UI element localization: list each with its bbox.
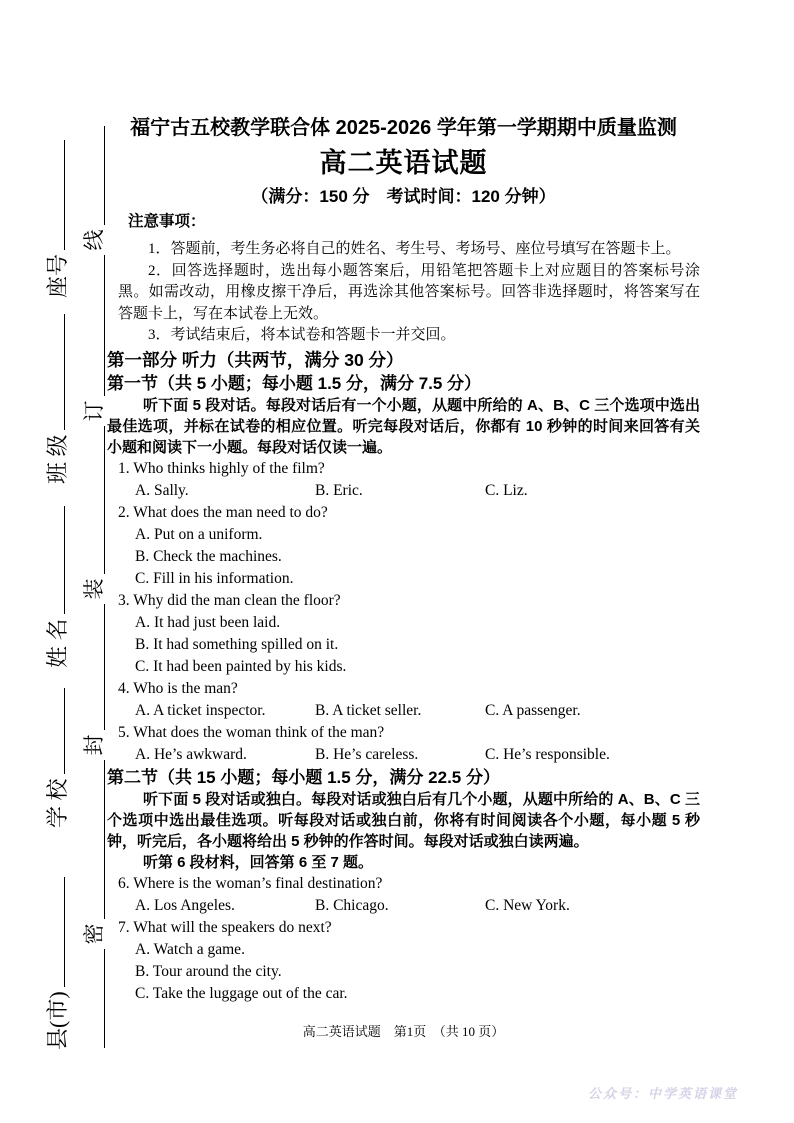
field-label: 县(市) — [45, 991, 70, 1050]
options-row — [107, 480, 700, 502]
fill-in-blank-line — [38, 140, 65, 250]
option-a: A. Watch a game. — [135, 940, 245, 958]
margin-field-county — [38, 860, 72, 1050]
margin-field-seat-number — [38, 126, 72, 298]
option-a: A. Sally. — [135, 481, 189, 499]
fill-in-blank-line — [38, 314, 65, 430]
options-stack — [107, 612, 700, 678]
question-5 — [107, 722, 700, 766]
paper-subject-title: 高二英语试题 — [319, 148, 488, 178]
field-label: 学 校 — [45, 778, 70, 828]
seal-char: 封 — [81, 730, 107, 760]
seal-char: 线 — [81, 225, 107, 255]
section2-heading: 第二节（共 15 小题；每小题 1.5 分，满分 22.5 分） — [107, 767, 500, 787]
question-3 — [107, 590, 700, 678]
option-a: A. A ticket inspector. — [135, 701, 266, 719]
question-text: 3. Why did the man clean the floor? — [118, 591, 341, 609]
option-a: A. It had just been laid. — [135, 613, 281, 631]
option-a: A. Put on a uniform. — [135, 525, 263, 543]
section2-instructions: 听下面 5 段对话或独白。每段对话或独白后有几个小题，从题中所给的 A、B、C 三个选项中选出最佳选项。听每段对话或独白前，你将有时间阅读各个小题，每小题 5 秒钟，听完后，各小题将给出 5 秒钟的作答时间。每段对话或独白读两遍。 — [107, 790, 700, 850]
option-c: C. Fill in his information. — [135, 569, 294, 587]
notice-heading: 注意事项： — [128, 213, 206, 230]
option-b: B. Eric. — [315, 481, 363, 499]
option-c: C. He’s responsible. — [485, 745, 610, 763]
options-row — [107, 744, 700, 766]
option-c: C. Liz. — [485, 481, 528, 499]
question-text: 4. Who is the man? — [118, 679, 238, 697]
option-c: C. It had been painted by his kids. — [135, 657, 347, 675]
fill-in-blank-line — [38, 877, 65, 987]
options-row — [107, 895, 700, 917]
question-4 — [107, 678, 700, 722]
question-1 — [107, 458, 700, 502]
exam-content — [107, 115, 700, 1005]
material6-heading: 听第 6 段材料，回答第 6 至 7 题。 — [143, 853, 374, 871]
question-7 — [107, 917, 700, 1005]
watermark-text: 公众号：中学英语课堂 — [588, 1086, 739, 1101]
section1-instructions: 听下面 5 段对话。每段对话后有一个小题，从题中所给的 A、B、C 三个选项中选出最佳选项，并标在试卷的相应位置。听完每段对话后，你都有 10 秒钟的时间来回答有关小题和阅读下一小题。每段对话仅读一遍。 — [107, 396, 700, 456]
option-c: C. Take the luggage out of the car. — [135, 984, 348, 1002]
section1-heading: 第一节（共 5 小题；每小题 1.5 分，满分 7.5 分） — [107, 373, 482, 393]
margin-field-school — [38, 670, 72, 828]
option-b: B. A ticket seller. — [315, 701, 422, 719]
option-b: B. It had something spilled on it. — [135, 635, 339, 653]
question-text: 2. What does the man need to do? — [118, 503, 328, 521]
notice-item-1: 1．答题前，考生务必将自己的姓名、考生号、考场号、座位号填写在答题卡上。 — [148, 241, 681, 257]
options-stack — [107, 524, 700, 590]
question-6 — [107, 873, 700, 917]
margin-field-class — [38, 300, 72, 484]
option-c: C. New York. — [485, 896, 570, 914]
fill-in-blank-line — [38, 688, 65, 774]
question-2 — [107, 502, 700, 590]
seal-char: 订 — [81, 396, 107, 426]
notice-item-2: 2．回答选择题时，选出每小题答案后，用铅笔把答题卡上对应题目的答案标号涂黑。如需改动，用橡皮擦干净后，再选涂其他答案标号。回答非选择题时，将答案写在答题卡上，写在本试卷上无效。 — [118, 262, 700, 322]
margin-field-name — [38, 490, 72, 668]
fill-in-blank-line — [38, 506, 65, 614]
option-a: A. He’s awkward. — [135, 745, 247, 763]
question-text: 6. Where is the woman’s final destination? — [118, 874, 383, 892]
options-row — [107, 700, 700, 722]
exam-title: 福宁古五校教学联合体 2025-2026 学年第一学期期中质量监测 — [130, 117, 677, 139]
option-b: B. Tour around the city. — [135, 962, 282, 980]
option-a: A. Los Angeles. — [135, 896, 235, 914]
page-footer: 高二英语试题 第1页 （共 10 页） — [302, 1024, 505, 1039]
field-label: 姓 名 — [45, 618, 70, 668]
notice-item-3: 3．考试结束后，将本试卷和答题卡一并交回。 — [148, 327, 456, 343]
option-c: C. A passenger. — [485, 701, 581, 719]
option-b: B. Chicago. — [315, 896, 389, 914]
options-stack — [107, 939, 700, 1005]
option-b: B. Check the machines. — [135, 547, 282, 565]
exam-score-time-info: （满分：150 分 考试时间：120 分钟） — [251, 187, 556, 206]
question-text: 5. What does the woman think of the man? — [118, 723, 385, 741]
field-label: 班 级 — [45, 434, 70, 484]
seal-char: 装 — [81, 574, 107, 604]
part1-heading: 第一部分 听力（共两节，满分 30 分） — [107, 349, 404, 370]
question-text: 1. Who thinks highly of the film? — [118, 459, 325, 477]
question-text: 7. What will the speakers do next? — [118, 918, 332, 936]
option-b: B. He’s careless. — [315, 745, 419, 763]
field-label: 座号 — [45, 253, 70, 298]
seal-char: 密 — [81, 919, 107, 949]
